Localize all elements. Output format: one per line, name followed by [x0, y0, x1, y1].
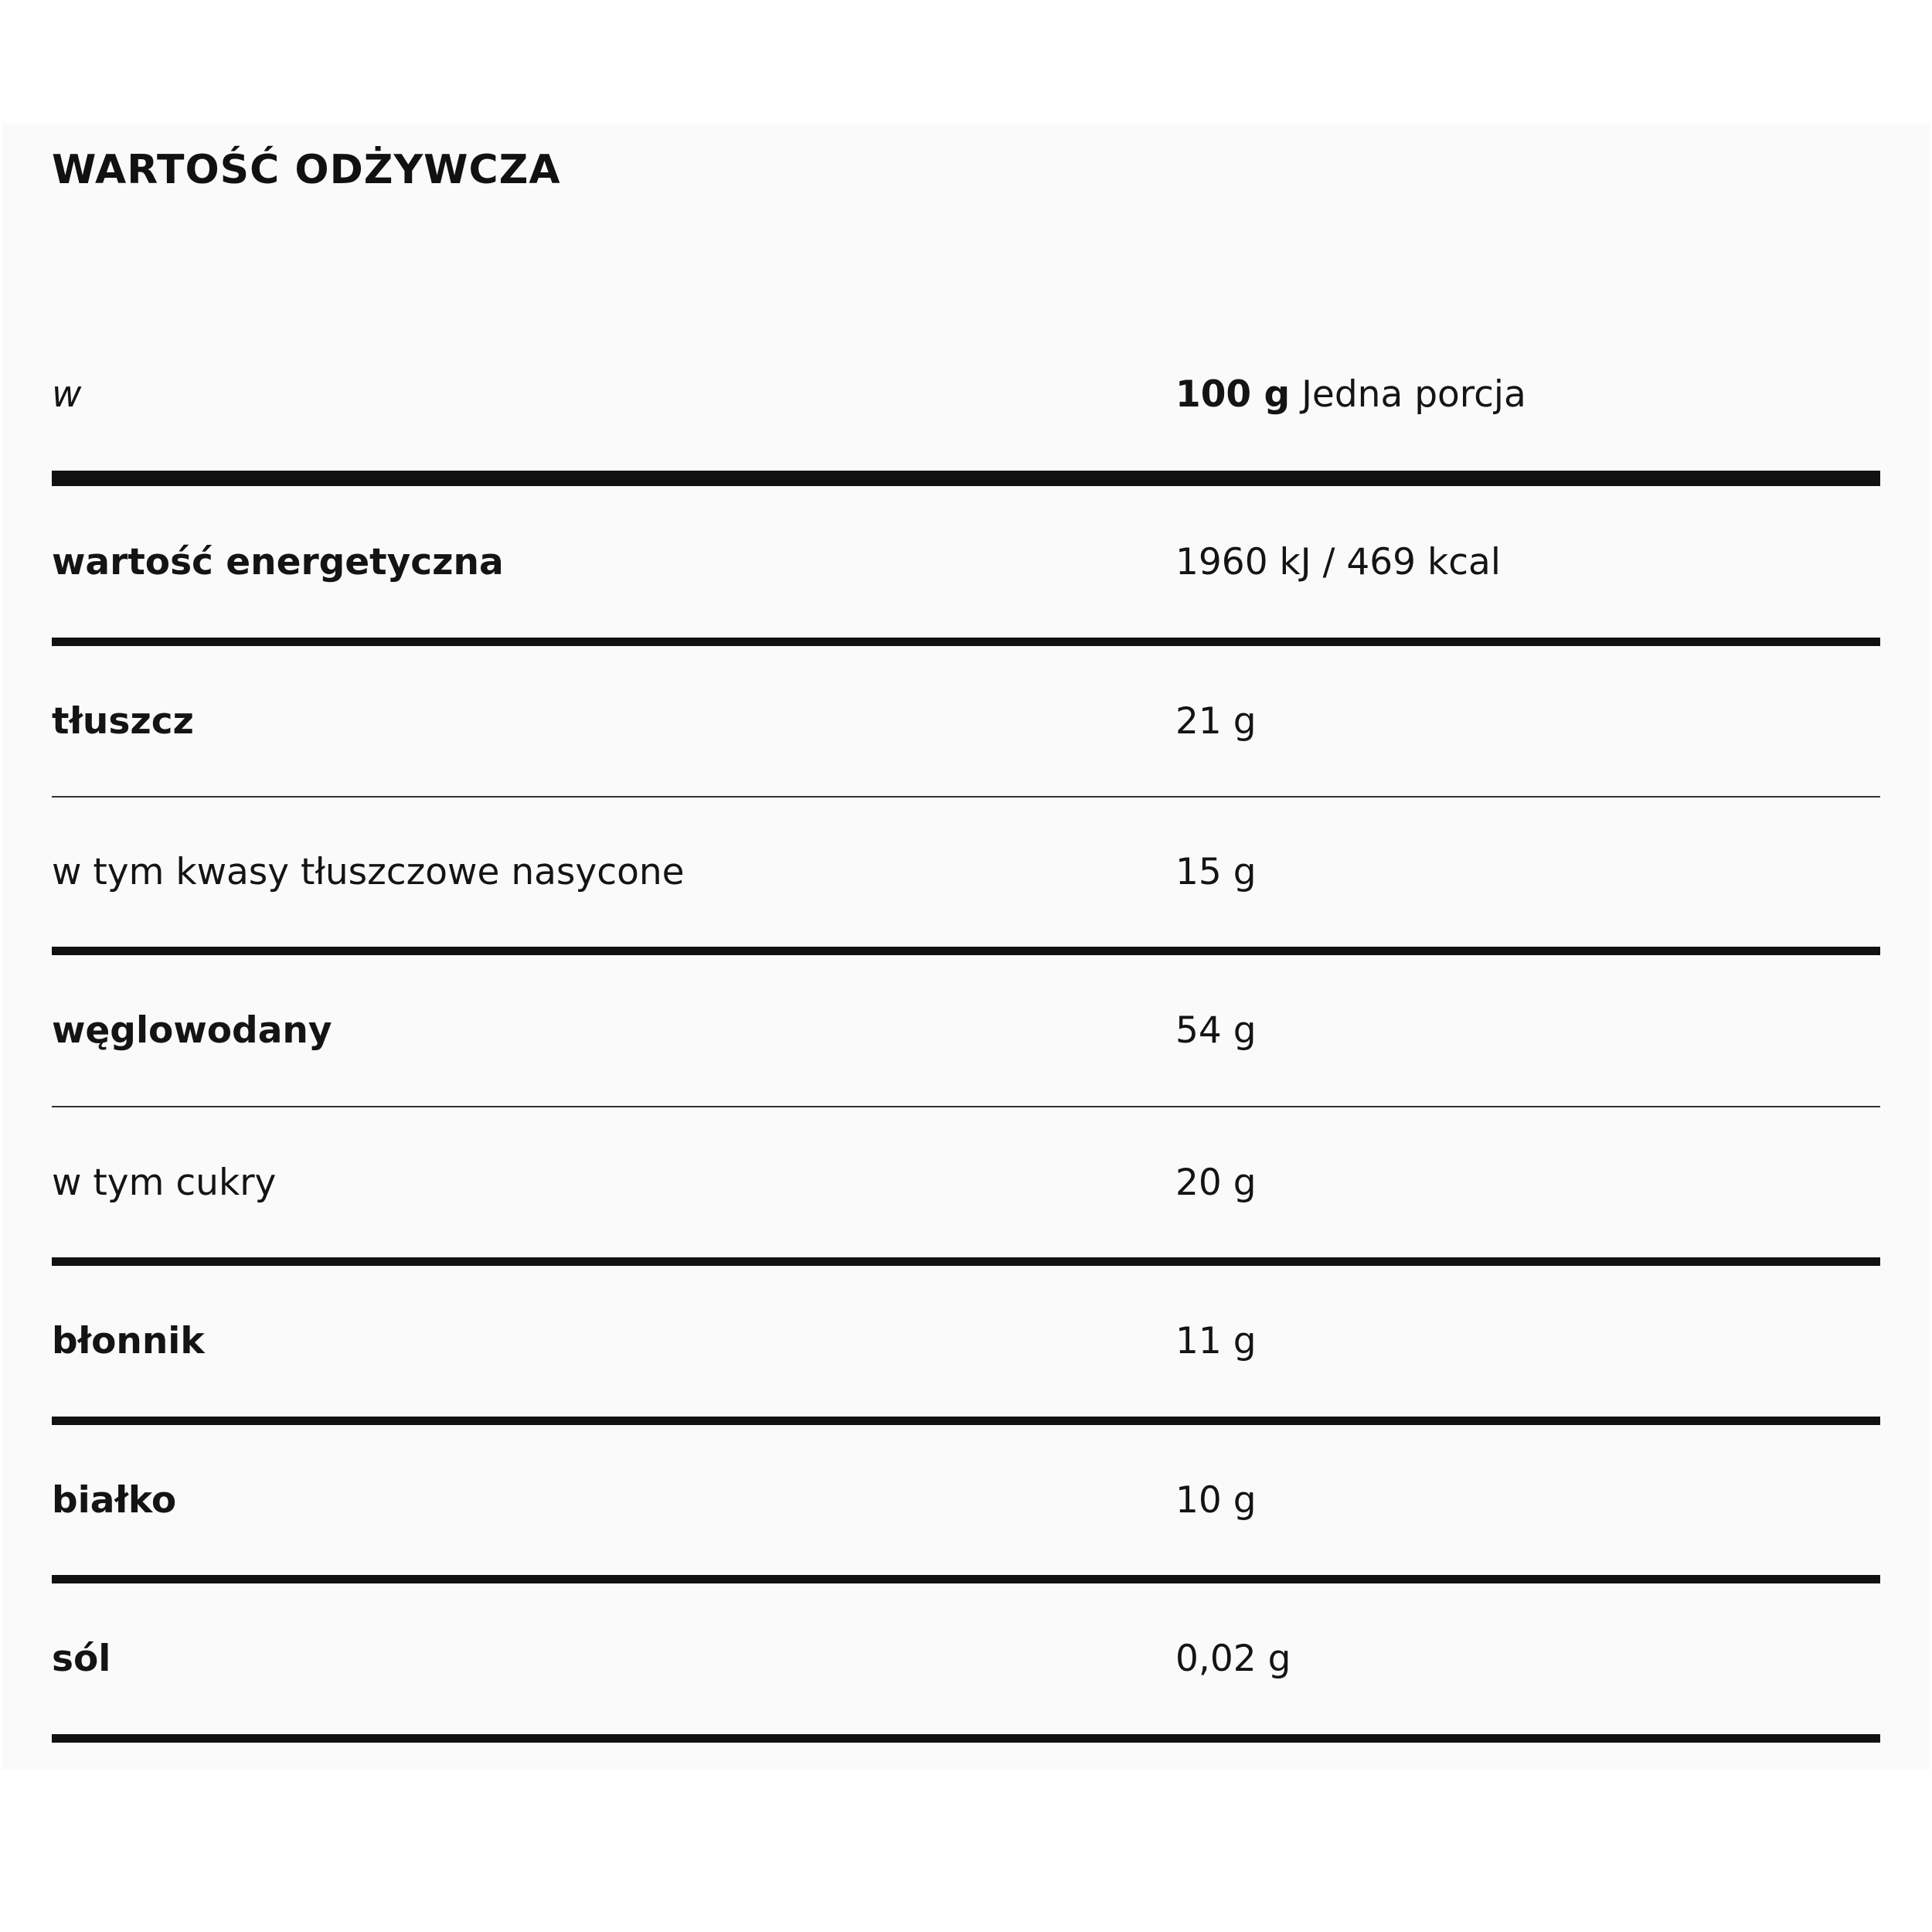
divider — [52, 1575, 1880, 1583]
row-label-salt: sól — [52, 1638, 111, 1680]
table-row — [52, 955, 1880, 1106]
row-label-fibre: błonnik — [52, 1320, 205, 1362]
row-value-fibre: 11 g — [1175, 1320, 1257, 1362]
row-value-salt: 0,02 g — [1175, 1638, 1291, 1680]
table-header-row — [52, 355, 1880, 433]
nutrition-title: WARTOŚĆ ODŻYWCZA — [52, 147, 561, 193]
divider — [52, 638, 1880, 646]
divider — [52, 947, 1880, 955]
table-row — [52, 1583, 1880, 1734]
row-value-carbohydrates: 54 g — [1175, 1009, 1257, 1052]
table-row — [52, 1107, 1880, 1257]
table-row — [52, 1266, 1880, 1417]
header-value — [1175, 355, 1526, 433]
row-value-protein: 10 g — [1175, 1478, 1257, 1522]
row-value-sugars: 20 g — [1175, 1161, 1257, 1204]
divider — [52, 1257, 1880, 1266]
row-label-sugars: w tym cukry — [52, 1161, 277, 1204]
header-label: w — [52, 372, 82, 416]
row-value-fat: 21 g — [1175, 699, 1257, 743]
table-row — [52, 1425, 1880, 1575]
row-value-energy: 1960 kJ / 469 kcal — [1175, 540, 1501, 583]
row-label-protein: białko — [52, 1478, 177, 1522]
row-label-carbohydrates: węglowodany — [52, 1009, 332, 1052]
header-value-serving: Jedna porcja — [1290, 372, 1526, 416]
row-label-energy: wartość energetyczna — [52, 540, 504, 583]
table-row — [52, 486, 1880, 638]
row-label-fat: tłuszcz — [52, 699, 194, 743]
divider — [52, 471, 1880, 486]
divider — [52, 1734, 1880, 1743]
header-value-amount: 100 g — [1175, 372, 1291, 416]
row-value-saturated-fat: 15 g — [1175, 851, 1257, 893]
table-row — [52, 798, 1880, 947]
row-label-saturated-fat: w tym kwasy tłuszczowe nasycone — [52, 851, 685, 893]
table-row — [52, 646, 1880, 796]
divider — [52, 1417, 1880, 1425]
